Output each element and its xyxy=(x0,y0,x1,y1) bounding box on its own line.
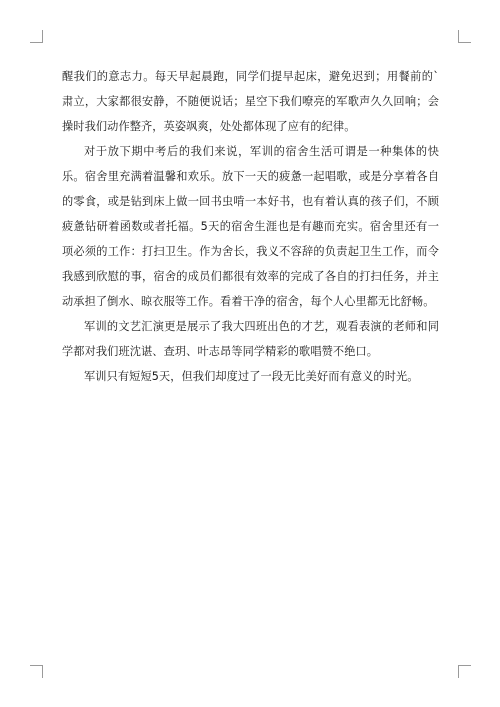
crop-mark-top-right xyxy=(458,30,471,43)
paragraph-conclusion: 军训只有短短5天，但我们却度过了一段无比美好而有意义的时光。 xyxy=(84,370,419,383)
document-body xyxy=(62,64,439,389)
paragraph-performance: 军训的文艺汇演更是展示了我大四班出色的才艺，观看表演的老师和同学都对我们班沈谌、查玥、叶志昂等同学精彩的歌唱赞不绝口。 xyxy=(62,320,439,358)
crop-mark-bottom-left xyxy=(30,665,43,678)
crop-mark-top-left xyxy=(30,30,43,43)
paragraph-dorm-life: 对于放下期中考后的我们来说，军训的宿舍生活可谓是一种集体的快乐。宿舍里充满着温馨和欢乐。放下一天的疲惫一起唱歌，或是分享着各自的零食，或是钻到床上做一回书虫啃一本好书，也有着认真的孩子们，不顾疲惫钻研着函数或者托福。5天的宿舍生涯也是有趣而充实。宿舍里还有一项必须的工作：打扫卫生。作为舍长，我义不容辞的负责起卫生工作，而令我感到欣慰的事，宿舍的成员们都很有效率的完成了各自的打扫任务，并主动承担了倒水、晾衣服等工作。看着干净的宿舍，每个人心里都无比舒畅。 xyxy=(62,145,439,308)
paragraph-discipline: 醒我们的意志力。每天早起晨跑，同学们提早起床，避免迟到；用餐前的`肃立，大家都很安静，不随便说话；星空下我们嘹亮的军歌声久久回响；会操时我们动作整齐，英姿飒爽，处处都体现了应有的纪律。 xyxy=(62,70,439,133)
crop-mark-bottom-right xyxy=(458,665,471,678)
